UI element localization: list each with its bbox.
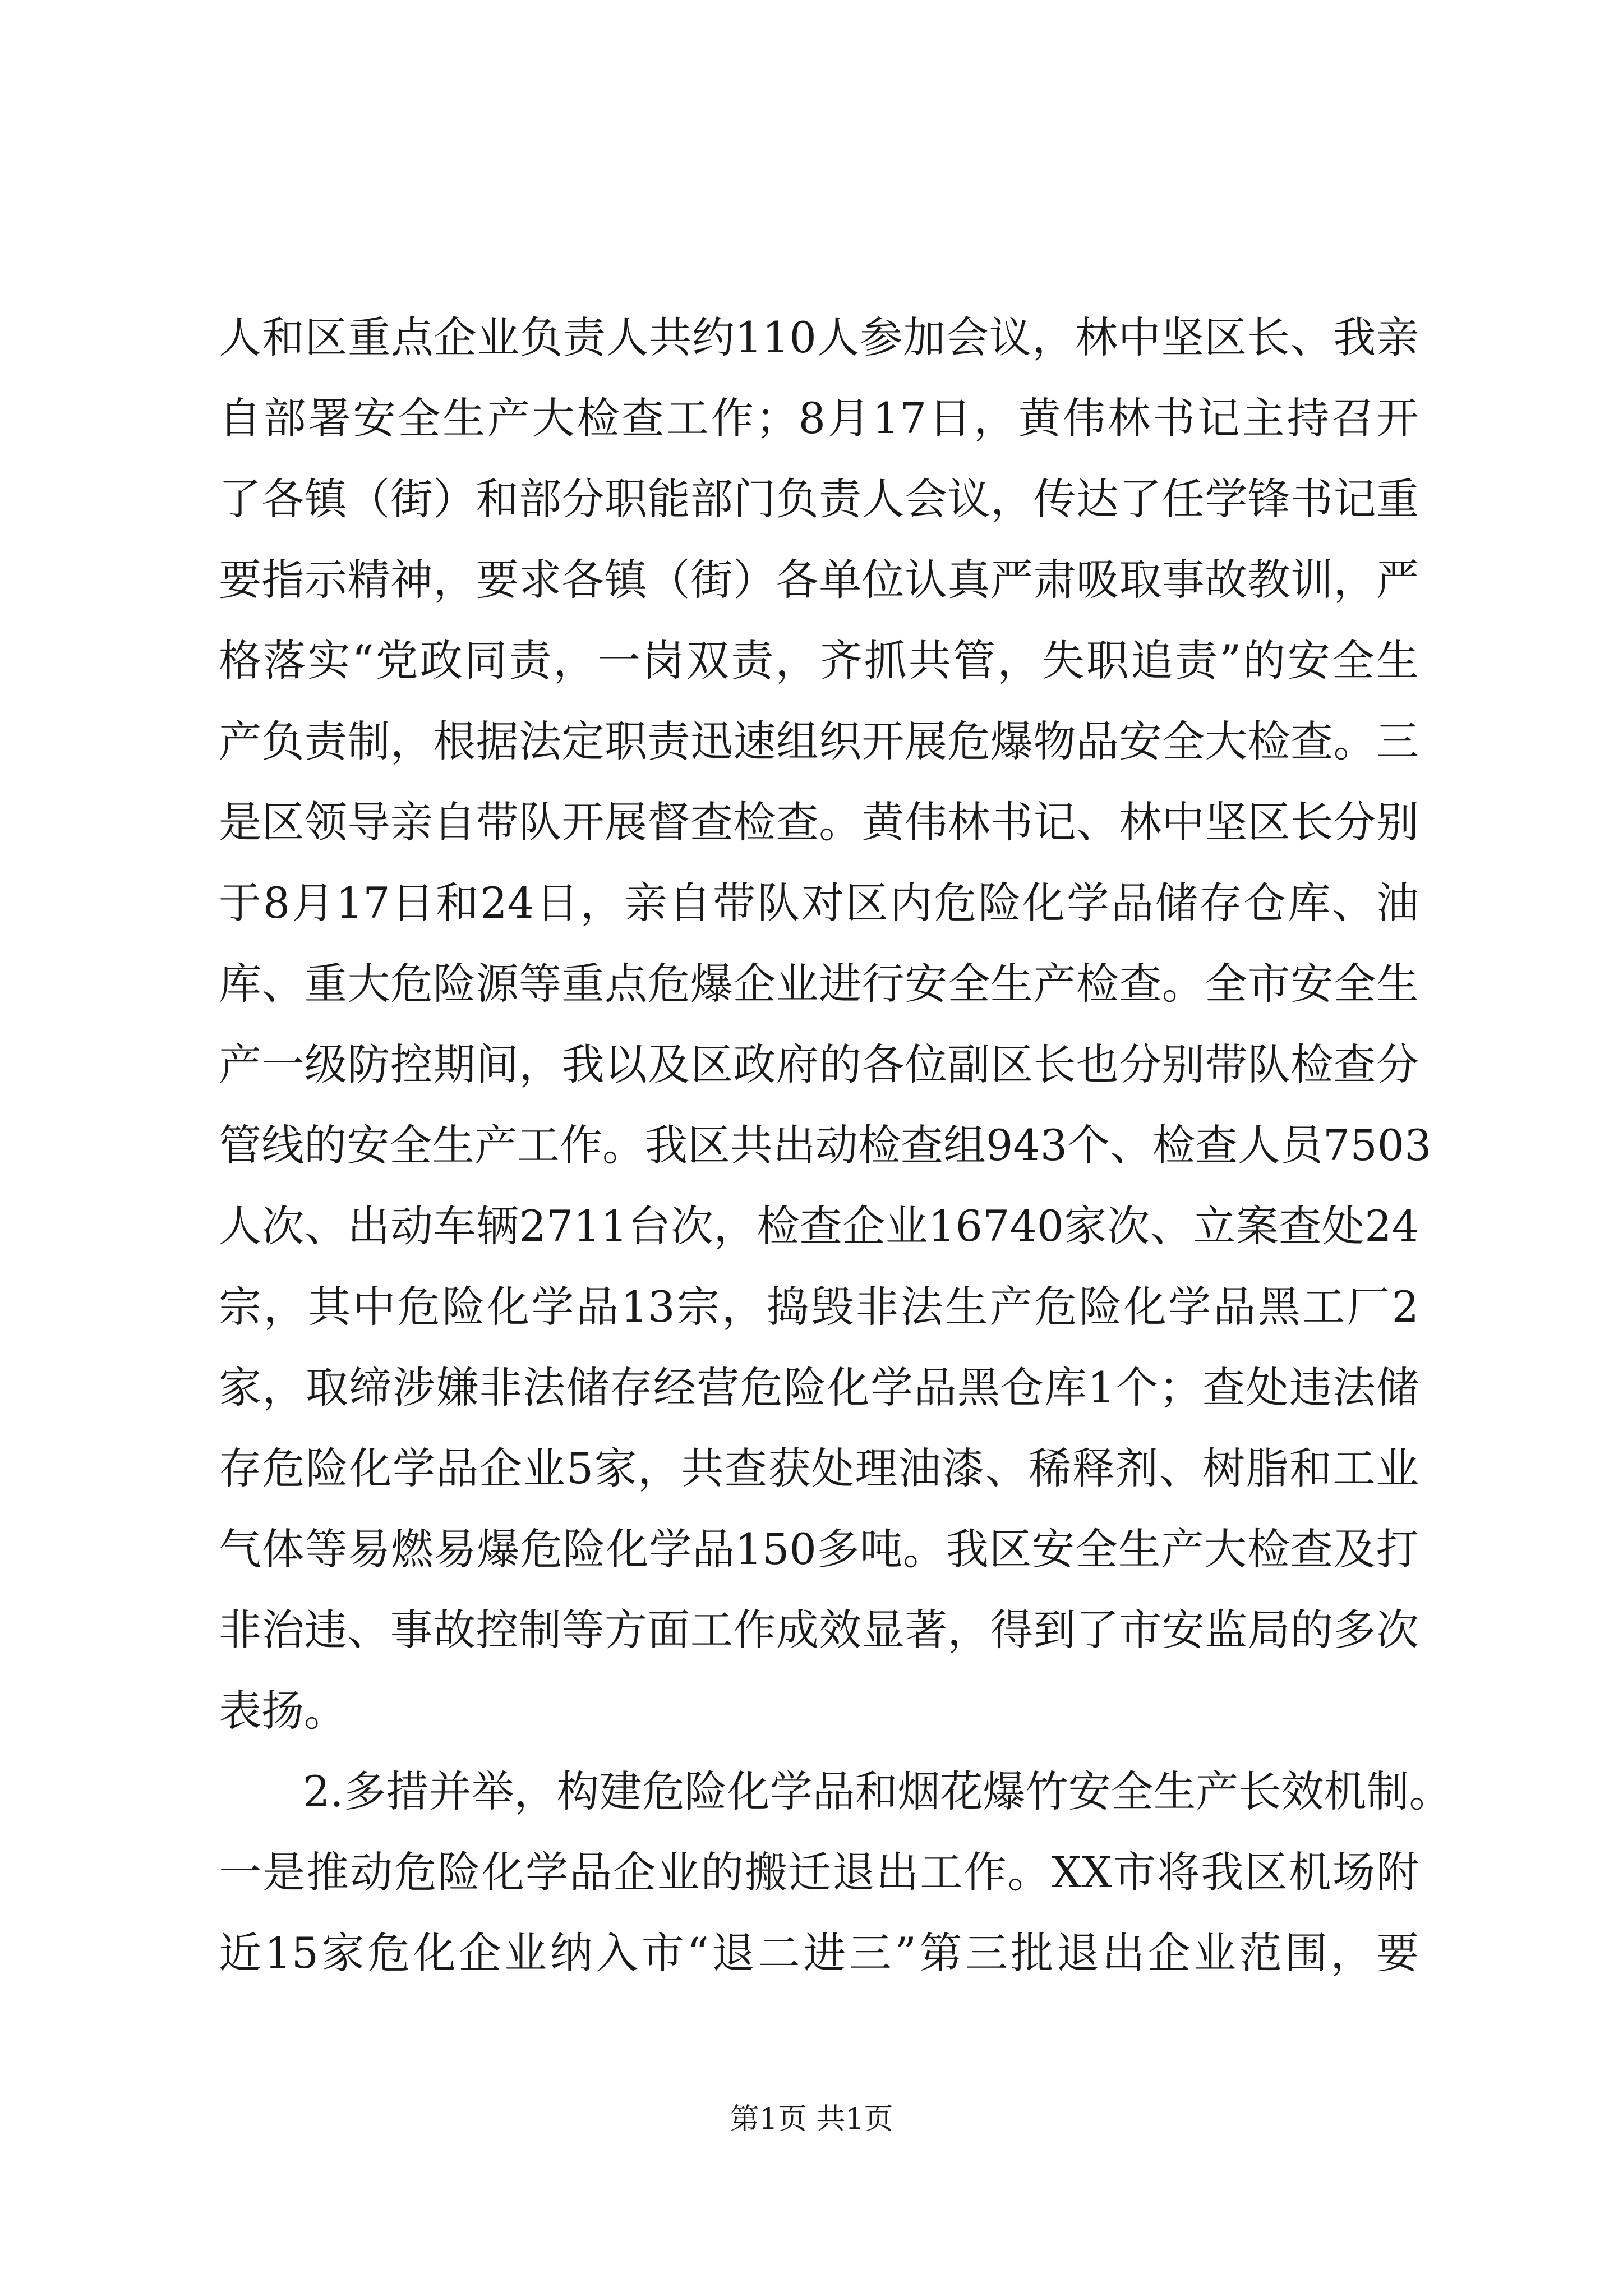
text-line: 于8月17日和24日，亲自带队对区内危险化学品储存仓库、油 (219, 878, 1419, 928)
document-body (219, 297, 1452, 1994)
text-line: 自部署安全生产大检查工作；8月17日，黄伟林书记主持召开 (219, 393, 1419, 443)
text-line: 近15家危化企业纳入市“退二进三”第三批退出企业范围，要 (219, 1928, 1419, 1978)
text-line: 库、重大危险源等重点危爆企业进行安全生产检查。全市安全生 (219, 959, 1419, 1009)
text-line: 气体等易燃易爆危险化学品150多吨。我区安全生产大检查及打 (219, 1524, 1419, 1574)
page-footer (0, 2095, 1623, 2137)
text-line: 了各镇（街）和部分职能部门负责人会议，传达了任学锋书记重 (219, 474, 1419, 524)
text-line: 家，取缔涉嫌非法储存经营危险化学品黑仓库1个；查处违法储 (219, 1363, 1419, 1412)
page-number: 第1页 共1页 (730, 2102, 893, 2136)
text-line: 产一级防控期间，我以及区政府的各位副区长也分别带队检查分 (219, 1039, 1419, 1089)
text-line: 非治违、事故控制等方面工作成效显著，得到了市安监局的多次 (219, 1605, 1419, 1655)
text-line: 要指示精神，要求各镇（街）各单位认真严肃吸取事故教训，严 (219, 555, 1419, 605)
section-heading-line: 2.多措并举，构建危险化学品和烟花爆竹安全生产长效机制。 (303, 1766, 1452, 1816)
text-line: 表扬。 (219, 1686, 347, 1736)
text-line: 格落实“党政同责，一岗双责，齐抓共管，失职追责”的安全生 (219, 636, 1419, 685)
text-line: 管线的安全生产工作。我区共出动检查组943个、检查人员7503 (219, 1120, 1432, 1170)
text-line: 产负责制，根据法定职责迅速组织开展危爆物品安全大检查。三 (219, 716, 1419, 766)
text-line: 存危险化学品企业5家，共查获处理油漆、稀释剂、树脂和工业 (219, 1443, 1419, 1493)
text-line: 是区领导亲自带队开展督查检查。黄伟林书记、林中坚区长分别 (219, 797, 1419, 847)
text-line: 宗，其中危险化学品13宗，捣毁非法生产危险化学品黑工厂2 (219, 1282, 1419, 1332)
text-line: 一是推动危险化学品企业的搬迁退出工作。XX市将我区机场附 (219, 1847, 1419, 1897)
text-line: 人次、出动车辆2711台次，检查企业16740家次、立案查处24 (219, 1201, 1419, 1251)
text-line: 人和区重点企业负责人共约110人参加会议，林中坚区长、我亲 (219, 312, 1419, 362)
